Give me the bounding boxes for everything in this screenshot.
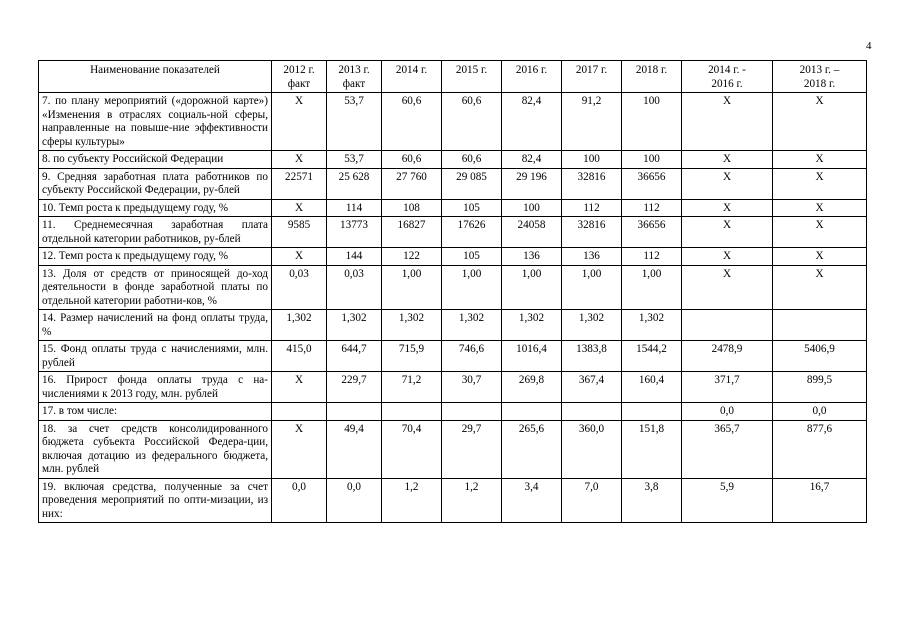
table-cell: 1,2	[442, 478, 502, 523]
table-row	[39, 265, 867, 310]
table-cell: Х	[272, 248, 327, 266]
table-cell: 112	[562, 199, 622, 217]
table-cell: 360,0	[562, 420, 622, 478]
table-row	[39, 372, 867, 403]
indicator-name: 16. Прирост фонда оплаты труда с на-числениями к 2013 году, млн. рублей	[39, 372, 272, 403]
table-cell: 1,00	[502, 265, 562, 310]
column-header: 2013 г. факт	[327, 61, 382, 93]
table-cell: 32816	[562, 217, 622, 248]
table-cell: Х	[773, 93, 867, 151]
column-header: 2013 г. – 2018 г.	[773, 61, 867, 93]
table-cell: 82,4	[502, 93, 562, 151]
table-cell: 3,8	[622, 478, 682, 523]
indicator-name: 8. по субъекту Российской Федерации	[39, 151, 272, 169]
table-cell: 2478,9	[682, 341, 773, 372]
table-row	[39, 478, 867, 523]
table-cell: 1,302	[382, 310, 442, 341]
table-cell	[562, 403, 622, 421]
table-row	[39, 403, 867, 421]
table-cell: 30,7	[442, 372, 502, 403]
column-header: 2015 г.	[442, 61, 502, 93]
table-cell: 24058	[502, 217, 562, 248]
table-cell: 715,9	[382, 341, 442, 372]
table-cell: 36656	[622, 217, 682, 248]
table-cell: 122	[382, 248, 442, 266]
page-number: 4	[866, 40, 872, 52]
table-cell	[442, 403, 502, 421]
table-cell: 1383,8	[562, 341, 622, 372]
table-cell: 105	[442, 199, 502, 217]
indicator-name: 18. за счет средств консолидированного бюджета субъекта Российской Федера-ции, включая дотацию из федерального бюджета, млн. рублей	[39, 420, 272, 478]
column-header: Наименование показателей	[39, 61, 272, 93]
table-cell: 877,6	[773, 420, 867, 478]
table-cell: 29 085	[442, 168, 502, 199]
column-header: 2016 г.	[502, 61, 562, 93]
table-cell: 70,4	[382, 420, 442, 478]
table-cell: 365,7	[682, 420, 773, 478]
table-cell: 105	[442, 248, 502, 266]
table-cell: 100	[622, 151, 682, 169]
table-cell: 29 196	[502, 168, 562, 199]
table-cell: 17626	[442, 217, 502, 248]
table-cell: 53,7	[327, 93, 382, 151]
table-cell: 0,0	[773, 403, 867, 421]
table-cell: Х	[272, 151, 327, 169]
table-cell: 644,7	[327, 341, 382, 372]
table-cell: 91,2	[562, 93, 622, 151]
table-cell: 136	[502, 248, 562, 266]
table-cell: 100	[562, 151, 622, 169]
table-cell: 108	[382, 199, 442, 217]
table-cell: 0,0	[682, 403, 773, 421]
table-cell: Х	[682, 199, 773, 217]
table-cell: 371,7	[682, 372, 773, 403]
table-cell: Х	[682, 168, 773, 199]
table-cell: 1544,2	[622, 341, 682, 372]
table-cell: 16,7	[773, 478, 867, 523]
header-row	[39, 61, 867, 93]
table-cell	[682, 310, 773, 341]
table-cell: 114	[327, 199, 382, 217]
indicator-name: 19. включая средства, полученные за счет проведения мероприятий по опти-мизации, из них:	[39, 478, 272, 523]
table-cell: 229,7	[327, 372, 382, 403]
table-row	[39, 151, 867, 169]
table-row	[39, 420, 867, 478]
indicator-name: 11. Среднемесячная заработная плата отдельной категории работников, ру-блей	[39, 217, 272, 248]
indicator-name: 15. Фонд оплаты труда с начислениями, млн. рублей	[39, 341, 272, 372]
table-cell	[622, 403, 682, 421]
column-header: 2017 г.	[562, 61, 622, 93]
table-cell: Х	[773, 265, 867, 310]
table-cell: 1,302	[622, 310, 682, 341]
table-cell: 1,302	[272, 310, 327, 341]
table-cell: 1,00	[622, 265, 682, 310]
table-cell: 60,6	[382, 93, 442, 151]
table-cell: 5406,9	[773, 341, 867, 372]
table-cell: 5,9	[682, 478, 773, 523]
table-cell: Х	[773, 248, 867, 266]
table-cell: Х	[272, 420, 327, 478]
table-cell: Х	[773, 199, 867, 217]
table-cell: 136	[562, 248, 622, 266]
table-cell: Х	[682, 217, 773, 248]
table-cell: 1,00	[562, 265, 622, 310]
table-cell: Х	[272, 199, 327, 217]
table-cell	[382, 403, 442, 421]
indicator-name: 17. в том числе:	[39, 403, 272, 421]
table-cell: 367,4	[562, 372, 622, 403]
table-cell: 60,6	[382, 151, 442, 169]
indicator-name: 7. по плану мероприятий («дорожной карте») «Изменения в отраслях социаль-ной сферы, направленные на повыше-ние эффективности сферы культуры»	[39, 93, 272, 151]
table-cell: 1,00	[382, 265, 442, 310]
table-cell: 1,302	[442, 310, 502, 341]
column-header: 2018 г.	[622, 61, 682, 93]
table-cell: 49,4	[327, 420, 382, 478]
table-cell: 100	[622, 93, 682, 151]
table-row	[39, 217, 867, 248]
table-cell: 746,6	[442, 341, 502, 372]
table-row	[39, 93, 867, 151]
table-cell: 9585	[272, 217, 327, 248]
table-cell: 32816	[562, 168, 622, 199]
table-cell	[327, 403, 382, 421]
table-cell: 269,8	[502, 372, 562, 403]
table-cell: 16827	[382, 217, 442, 248]
table-cell: 899,5	[773, 372, 867, 403]
indicator-name: 12. Темп роста к предыдущему году, %	[39, 248, 272, 266]
table-cell: Х	[773, 217, 867, 248]
table-cell: Х	[682, 265, 773, 310]
table-cell: 1,00	[442, 265, 502, 310]
column-header: 2014 г.	[382, 61, 442, 93]
table-cell: 13773	[327, 217, 382, 248]
table-row	[39, 248, 867, 266]
table-cell: 112	[622, 248, 682, 266]
table-cell: 0,0	[272, 478, 327, 523]
table-cell: Х	[272, 372, 327, 403]
table-cell	[502, 403, 562, 421]
table-cell: Х	[682, 151, 773, 169]
table-cell: 1,302	[327, 310, 382, 341]
table-cell	[272, 403, 327, 421]
table-cell: Х	[773, 168, 867, 199]
table-cell: 0,03	[327, 265, 382, 310]
table-cell: 160,4	[622, 372, 682, 403]
table-row	[39, 168, 867, 199]
table-cell: 25 628	[327, 168, 382, 199]
table-cell: Х	[773, 151, 867, 169]
table-cell: 1,302	[502, 310, 562, 341]
table-cell: 3,4	[502, 478, 562, 523]
table-cell: 60,6	[442, 93, 502, 151]
table-cell: Х	[682, 93, 773, 151]
column-header: 2014 г. - 2016 г.	[682, 61, 773, 93]
indicator-name: 10. Темп роста к предыдущему году, %	[39, 199, 272, 217]
table-cell: 0,0	[327, 478, 382, 523]
indicator-name: 13. Доля от средств от приносящей до-ход деятельности в фонде заработной платы по отдельной категории работни-ков, %	[39, 265, 272, 310]
table-cell: 151,8	[622, 420, 682, 478]
table-cell: 53,7	[327, 151, 382, 169]
table-cell: 60,6	[442, 151, 502, 169]
indicators-table	[38, 60, 867, 523]
table-cell: 415,0	[272, 341, 327, 372]
table-cell: 36656	[622, 168, 682, 199]
table-row	[39, 341, 867, 372]
table-row	[39, 310, 867, 341]
table-cell: 1016,4	[502, 341, 562, 372]
table-cell: 112	[622, 199, 682, 217]
table-cell: 22571	[272, 168, 327, 199]
table-cell: 1,2	[382, 478, 442, 523]
table-cell: 0,03	[272, 265, 327, 310]
table-cell: 29,7	[442, 420, 502, 478]
indicator-name: 14. Размер начислений на фонд оплаты труда, %	[39, 310, 272, 341]
table-cell: 100	[502, 199, 562, 217]
table-cell: Х	[682, 248, 773, 266]
column-header: 2012 г. факт	[272, 61, 327, 93]
table-cell: 144	[327, 248, 382, 266]
table-cell: 265,6	[502, 420, 562, 478]
table-cell: 1,302	[562, 310, 622, 341]
table-cell: 7,0	[562, 478, 622, 523]
table-cell: Х	[272, 93, 327, 151]
table-cell: 71,2	[382, 372, 442, 403]
table-cell: 82,4	[502, 151, 562, 169]
table-row	[39, 199, 867, 217]
table-cell: 27 760	[382, 168, 442, 199]
indicator-name: 9. Средняя заработная плата работников по субъекту Российской Федерации, ру-блей	[39, 168, 272, 199]
table-cell	[773, 310, 867, 341]
